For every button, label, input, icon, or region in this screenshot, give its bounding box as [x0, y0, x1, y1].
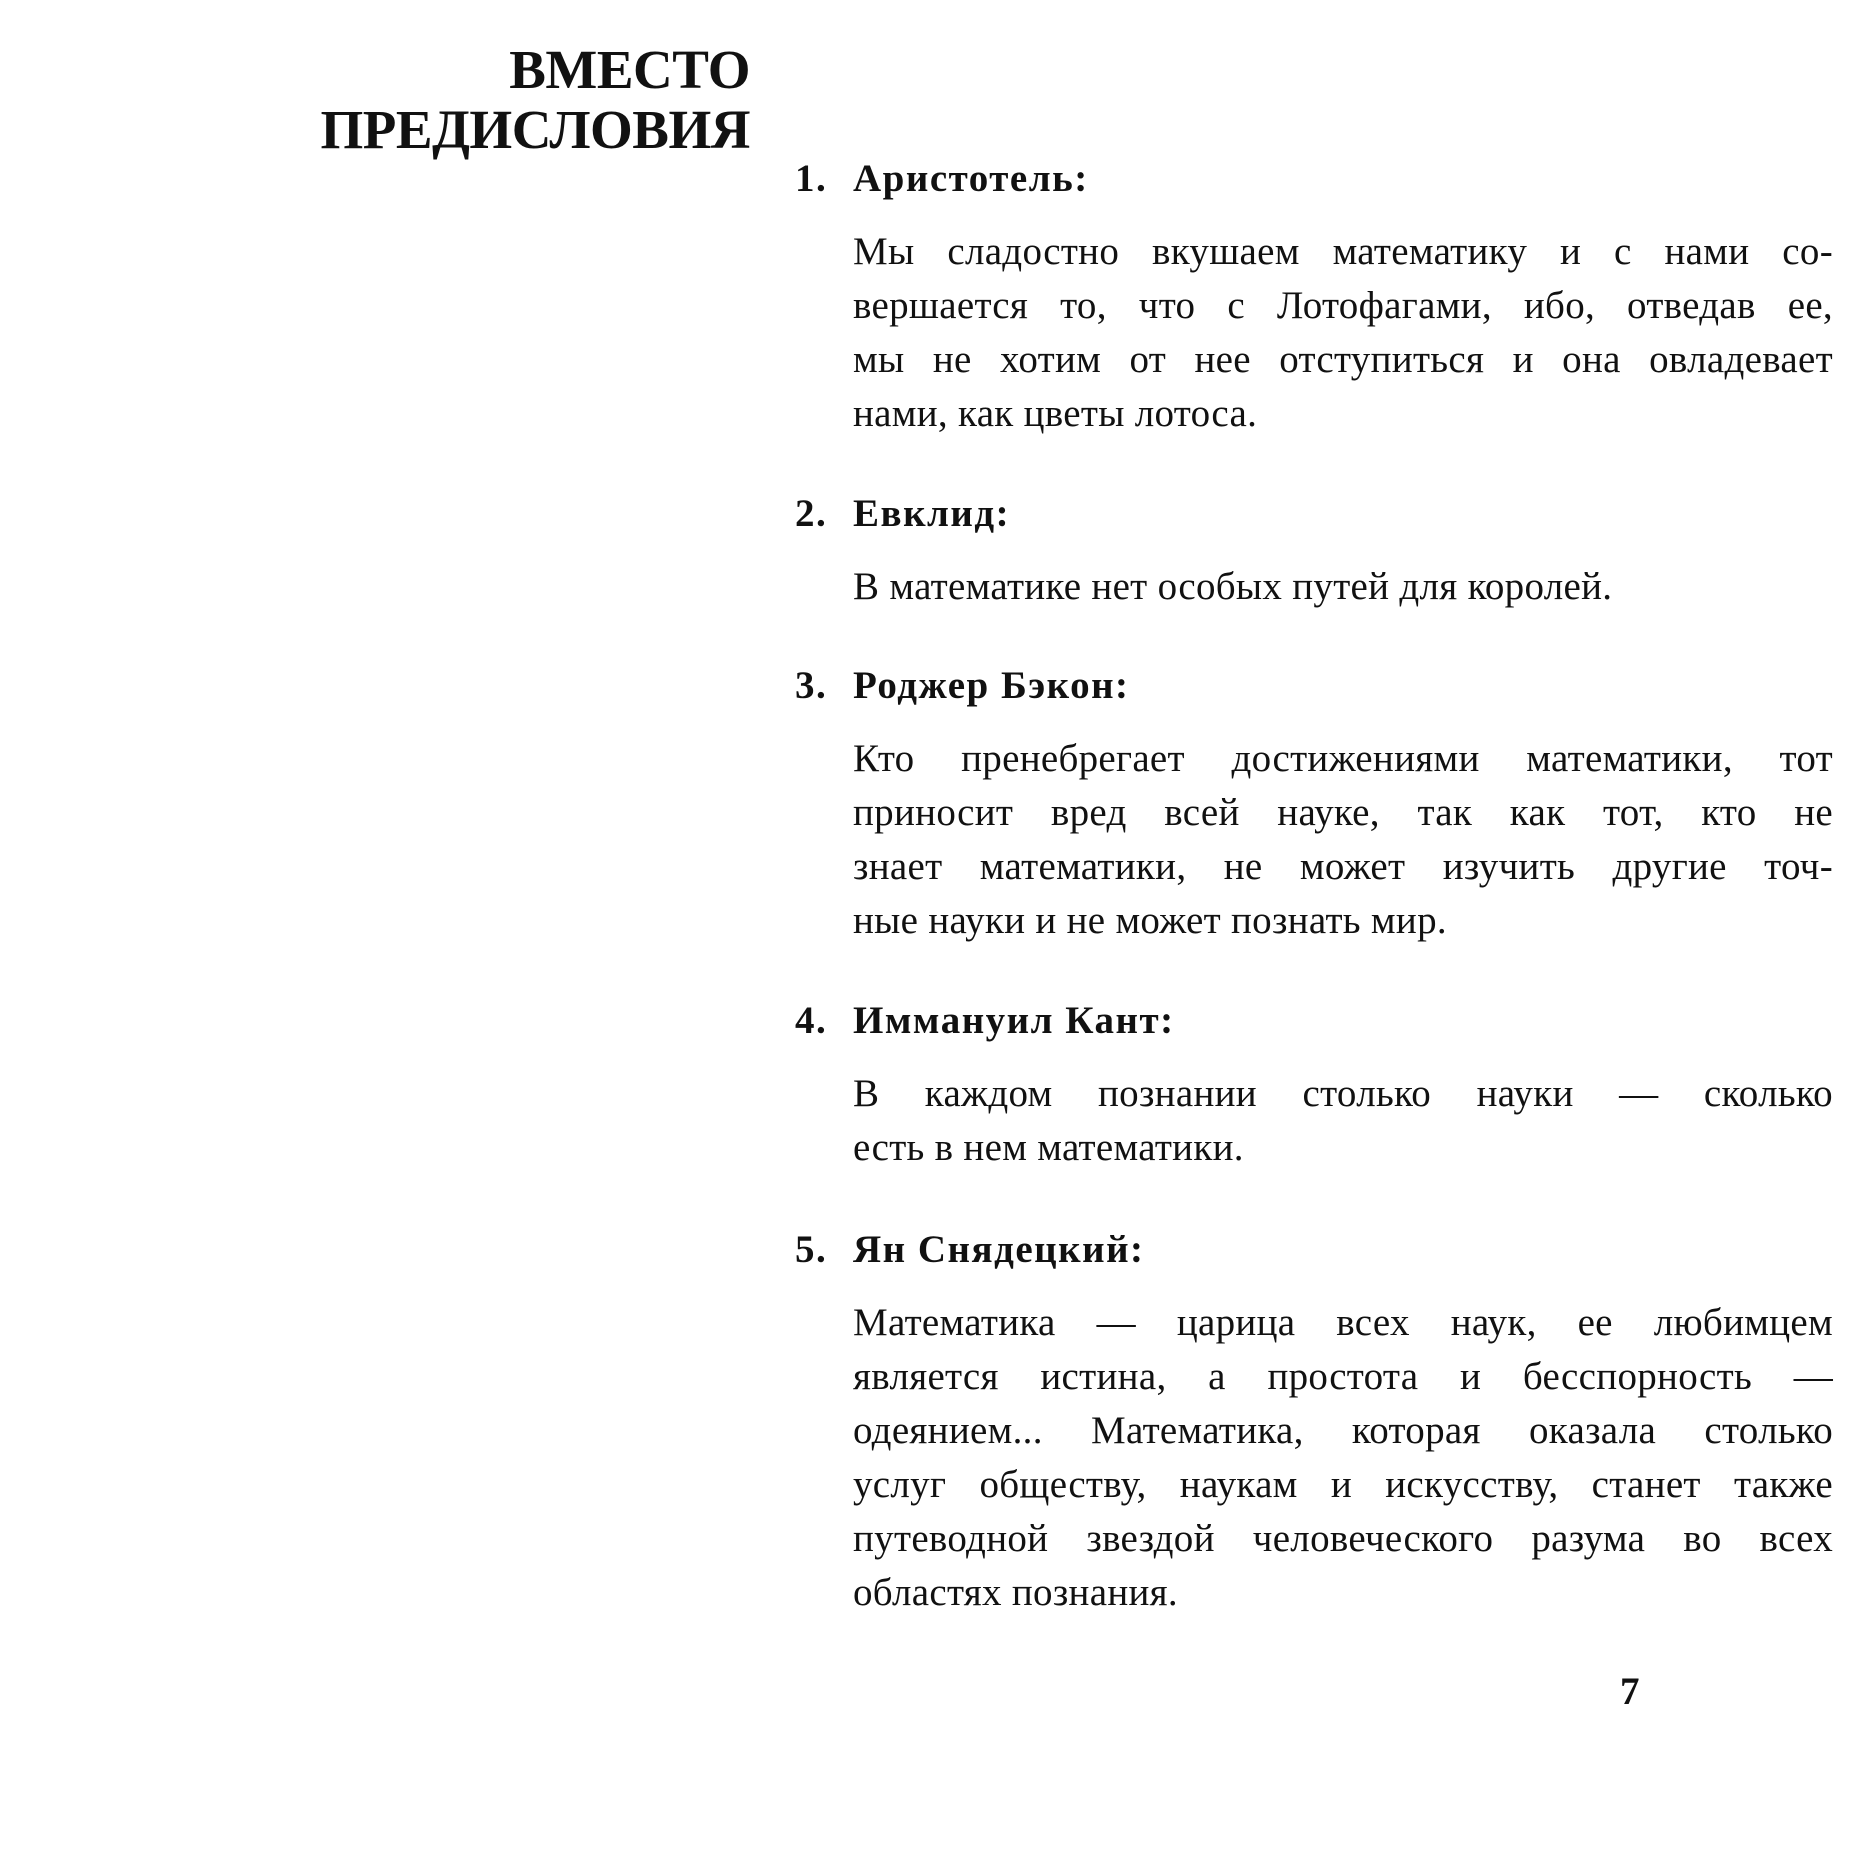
quote-number: 1.	[795, 157, 828, 200]
quote-number: 3.	[795, 664, 828, 707]
quote-line: знает математики, не может изучить другие точ-	[853, 845, 1833, 888]
quote-line: одеянием... Математика, которая оказала столько	[853, 1409, 1833, 1452]
quote-line: Мы сладостно вкушаем математику и с нами со-	[853, 230, 1833, 273]
quote-heading	[795, 997, 1825, 1045]
quote-text	[853, 732, 1833, 948]
quote-heading	[795, 662, 1825, 710]
quote-number: 5.	[795, 1228, 828, 1271]
quote-line: В математике нет особых путей для королей.	[853, 565, 1613, 608]
quote-line: есть в нем математики.	[853, 1126, 1244, 1169]
page-title	[250, 40, 750, 160]
quote-line: приносит вред всей науке, так как тот, кто не	[853, 791, 1833, 834]
quote-text	[853, 560, 1833, 614]
quote-line: путеводной звездой человеческого разума во всех	[853, 1517, 1833, 1560]
quote-author: Роджер Бэкон:	[853, 664, 1130, 707]
quote-author: Ян Снядецкий:	[853, 1228, 1145, 1271]
quote-line: ные науки и не может познать мир.	[853, 899, 1447, 942]
quote-line: услуг обществу, наукам и искусству, станет также	[853, 1463, 1833, 1506]
quote-number: 2.	[795, 492, 828, 535]
quote-text	[853, 1067, 1833, 1175]
quote-number: 4.	[795, 999, 828, 1042]
quote-text	[853, 1296, 1833, 1620]
page-title-line-1: ВМЕСТО	[509, 39, 750, 100]
quote-line: Математика — царица всех наук, ее любимцем	[853, 1301, 1833, 1344]
quote-immanuel-kant	[795, 997, 1833, 1175]
quote-line: Кто пренебрегает достижениями математики, тот	[853, 737, 1833, 780]
quote-line: В каждом познании столько науки — сколько	[853, 1072, 1833, 1115]
quote-author: Иммануил Кант:	[853, 999, 1175, 1042]
page-number: 7	[1620, 1670, 1640, 1713]
quote-heading	[795, 490, 1825, 538]
quote-roger-bacon	[795, 662, 1833, 948]
quote-line: нами, как цветы лотоса.	[853, 392, 1258, 435]
page-title-line-2: ПРЕДИСЛОВИЯ	[320, 99, 750, 160]
quote-line: вершается то, что с Лотофагами, ибо, отведав ее,	[853, 284, 1833, 327]
quote-euclid	[795, 490, 1825, 614]
quote-line: областях познания.	[853, 1571, 1178, 1614]
quote-jan-sniadecki	[795, 1226, 1833, 1620]
quote-aristotle	[795, 155, 1833, 441]
quote-text	[853, 225, 1833, 441]
quote-heading	[795, 155, 1825, 203]
quote-line: мы не хотим от нее отступиться и она овладевает	[853, 338, 1833, 381]
quote-heading	[795, 1226, 1825, 1274]
quote-author: Евклид:	[853, 492, 1011, 535]
quote-author: Аристотель:	[853, 157, 1089, 200]
quote-line: является истина, а простота и бесспорность —	[853, 1355, 1833, 1398]
